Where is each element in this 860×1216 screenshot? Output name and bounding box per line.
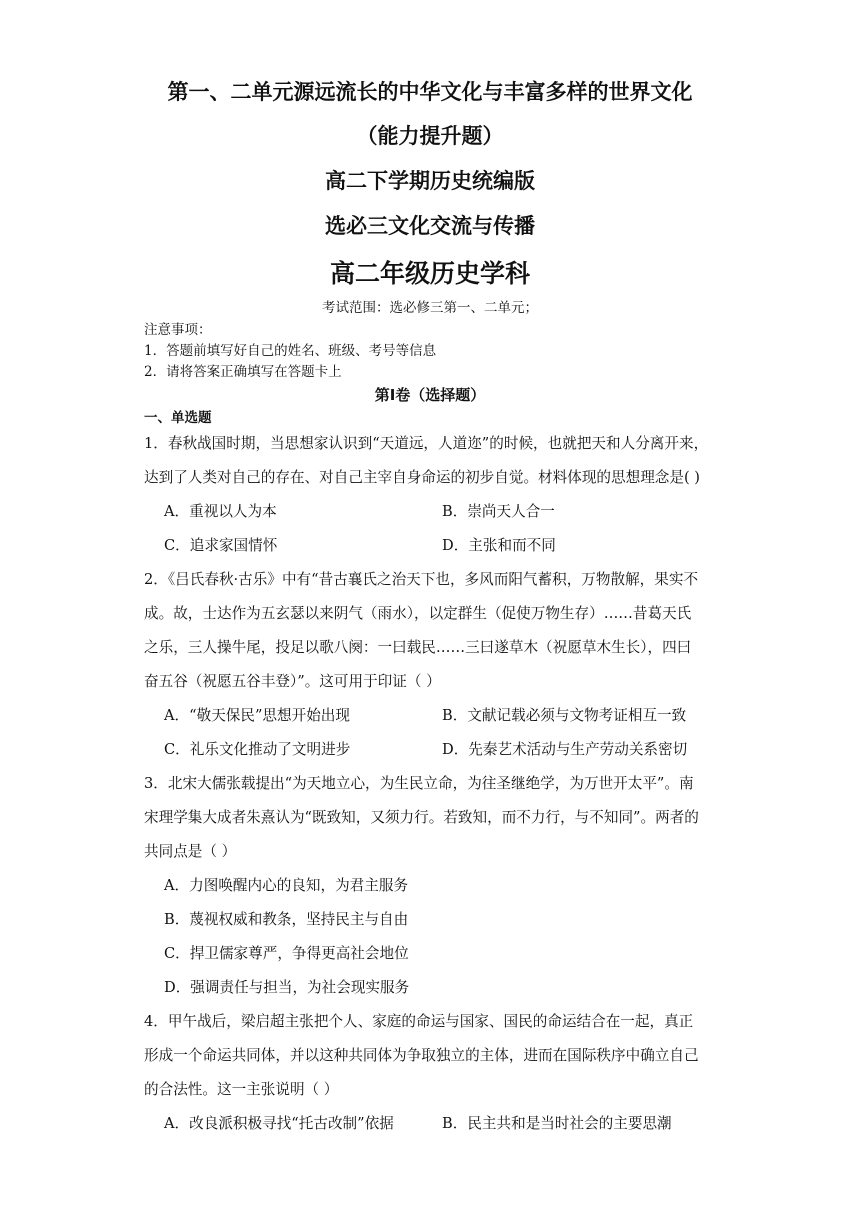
section-title: 第Ⅰ卷（选择题） bbox=[374, 386, 486, 404]
q1-line-2: 达到了人类对自己的存在、对自己主宰自身命运的初步自觉。材料体现的思想理念是( ) bbox=[144, 469, 700, 486]
q2-option-a: A．“敬天保民”思想开始出现 bbox=[164, 707, 350, 724]
title-line-5: 高二年级历史学科 bbox=[329, 259, 530, 288]
q2-option-c: C．礼乐文化推动了文明进步 bbox=[164, 741, 351, 758]
exam-scope: 考试范围：选必修三第一、二单元； bbox=[322, 300, 538, 316]
question-type: 一、单选题 bbox=[144, 410, 212, 426]
q2-line-4: 奋五谷（祝愿五谷丰登）”。这可用于印证（ ） bbox=[144, 673, 441, 690]
q3-option-d: D．强调责任与担当，为社会现实服务 bbox=[164, 979, 410, 996]
q1-option-b: B．崇尚天人合一 bbox=[442, 503, 555, 520]
title-line-2: （能力提升题） bbox=[356, 124, 504, 148]
q3-option-c: C．捍卫儒家尊严，争得更高社会地位 bbox=[164, 945, 409, 962]
q4-line-1: 4．甲午战后，梁启超主张把个人、家庭的命运与国家、国民的命运结合在一起，真正 bbox=[144, 1013, 694, 1030]
title-line-4: 选必三文化交流与传播 bbox=[325, 214, 535, 238]
q4-line-2: 形成一个命运共同体，并以这种共同体为争取独立的主体，进而在国际秩序中确立自己 bbox=[144, 1047, 699, 1064]
q1-line-1: 1．春秋战国时期，当思想家认识到“天道远，人道迩”的时候，也就把天和人分离开来， bbox=[144, 435, 709, 452]
q1-option-c: C．追求家国情怀 bbox=[164, 537, 278, 554]
q2-line-2: 成。故，士达作为五玄瑟以来阴气（雨水），以定群生（促使万物生存）……昔葛天氏 bbox=[144, 605, 692, 622]
notes-item-2: 2．请将答案正确填写在答题卡上 bbox=[144, 364, 342, 380]
q1-option-d: D．主张和而不同 bbox=[442, 537, 556, 554]
q2-line-3: 之乐，三人操牛尾，投足以歌八阕：一曰载民……三曰遂草木（祝愿草木生长），四曰 bbox=[144, 639, 692, 656]
q3-line-2: 宋理学集大成者朱熹认为“既致知，又须力行。若致知，而不力行，与不知同”。两者的 bbox=[144, 809, 699, 826]
q4-option-a: A．改良派积极寻找“托古改制”依据 bbox=[164, 1115, 394, 1132]
q2-option-b: B．文献记载必须与文物考证相互一致 bbox=[442, 707, 687, 724]
q2-option-d: D．先秦艺术活动与生产劳动关系密切 bbox=[442, 741, 688, 758]
q2-line-1: 2．《吕氏春秋·古乐》中有“昔古襄氏之治天下也，多风而阳气蓄积，万物散解，果实不 bbox=[144, 571, 699, 588]
q4-option-b: B．民主共和是当时社会的主要思潮 bbox=[442, 1115, 672, 1132]
q3-option-b: B．蔑视权威和教条，坚持民主与自由 bbox=[164, 911, 409, 928]
q3-line-3: 共同点是（ ） bbox=[144, 843, 237, 860]
title-line-1: 第一、二单元源远流长的中华文化与丰富多样的世界文化 bbox=[167, 80, 693, 104]
notes-item-1: 1．答题前填写好自己的姓名、班级、考号等信息 bbox=[144, 343, 437, 359]
notes-heading: 注意事项： bbox=[144, 322, 212, 338]
q3-line-1: 3．北宋大儒张载提出“为天地立心，为生民立命，为往圣继绝学，为万世开太平”。南 bbox=[144, 775, 694, 792]
q4-line-3: 的合法性。这一主张说明（ ） bbox=[144, 1081, 339, 1098]
q3-option-a: A．力图唤醒内心的良知，为君主服务 bbox=[164, 877, 409, 894]
title-line-3: 高二下学期历史统编版 bbox=[325, 169, 535, 193]
q1-option-a: A．重视以人为本 bbox=[164, 503, 277, 520]
